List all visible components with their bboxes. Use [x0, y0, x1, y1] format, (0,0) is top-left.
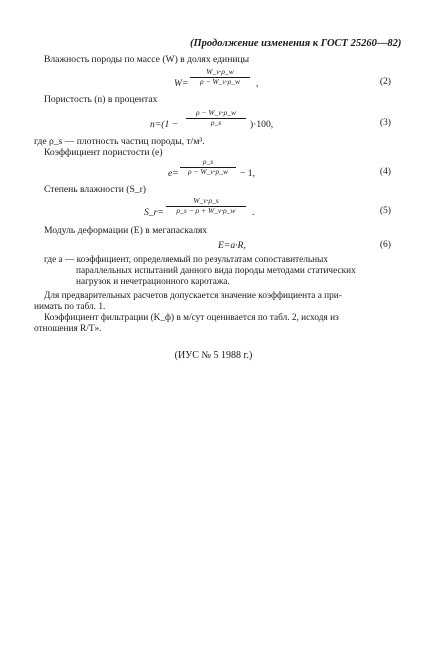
saturation-tail: .: [252, 207, 255, 218]
paragraph-1-line-1: Для предварительных расчетов допускается значение коэффициента a при-: [44, 291, 342, 301]
modulus-where-3: нагрузок и нечетрационного каротажа.: [76, 277, 230, 287]
saturation-denominator: ρ_s − ρ + W_v·ρ_w: [176, 206, 236, 215]
porosity-numerator: ρ − W_v·ρ_w: [196, 108, 236, 117]
eq-number-2: (2): [379, 76, 391, 87]
porosity-lhs: n=(1 −: [150, 119, 179, 130]
paragraph-2-line-2: отношения R/T».: [34, 324, 102, 334]
saturation-label: Степень влажности (S_r): [44, 184, 146, 195]
void-ratio-label: Коэффициент пористости (e): [44, 147, 163, 158]
eq-number-3: (3): [379, 117, 391, 128]
saturation-fraction: [166, 197, 246, 215]
void-ratio-tail: − 1,: [240, 168, 256, 179]
modulus-formula: E=a·R,: [218, 240, 246, 251]
void-ratio-numerator: ρ_s: [202, 157, 214, 166]
void-ratio-lhs: e=: [168, 168, 179, 179]
saturation-lhs: S_r=: [144, 207, 164, 218]
page-header: (Продолжение изменения к ГОСТ 25260—82): [190, 38, 402, 49]
moisture-lhs: W=: [174, 78, 189, 89]
moisture-label: Влажность породы по массе (W) в долях единицы: [44, 54, 250, 65]
eq-number-5: (5): [379, 205, 391, 216]
modulus-where-1: где a — коэффициент, определяемый по результатам сопоставительных: [44, 255, 328, 265]
moisture-numerator: W_v·ρ_w: [206, 67, 234, 76]
porosity-fraction: [186, 109, 246, 127]
paragraph-1-line-2: нимать по табл. 1.: [34, 302, 106, 312]
void-ratio-fraction: [180, 158, 236, 176]
porosity-tail: )·100,: [250, 119, 274, 130]
paragraph-2-line-1: Коэффициент фильтрации (K_ф) в м/сут оценивается по табл. 2, исходя из: [44, 313, 339, 323]
moisture-tail: ,: [256, 78, 259, 89]
modulus-where-2: параллельных испытаний данного вида породы методами статических: [76, 266, 356, 276]
void-ratio-denominator: ρ − W_v·ρ_w: [188, 167, 228, 176]
eq-number-6: (6): [379, 239, 391, 250]
eq-number-4: (4): [379, 166, 391, 177]
saturation-numerator: W_v·ρ_s: [193, 196, 219, 205]
modulus-label: Модуль деформации (E) в мегапаскалях: [44, 225, 208, 236]
porosity-denominator: ρ_s: [210, 118, 222, 127]
moisture-denominator: ρ − W_v·ρ_w: [200, 77, 240, 86]
footer-reference: (ИУС № 5 1988 г.): [174, 350, 253, 361]
porosity-label: Пористость (n) в процентах: [44, 94, 158, 105]
moisture-fraction: [190, 68, 250, 86]
porosity-where: где ρ_s — плотность частиц породы, т/м³.: [34, 136, 205, 147]
